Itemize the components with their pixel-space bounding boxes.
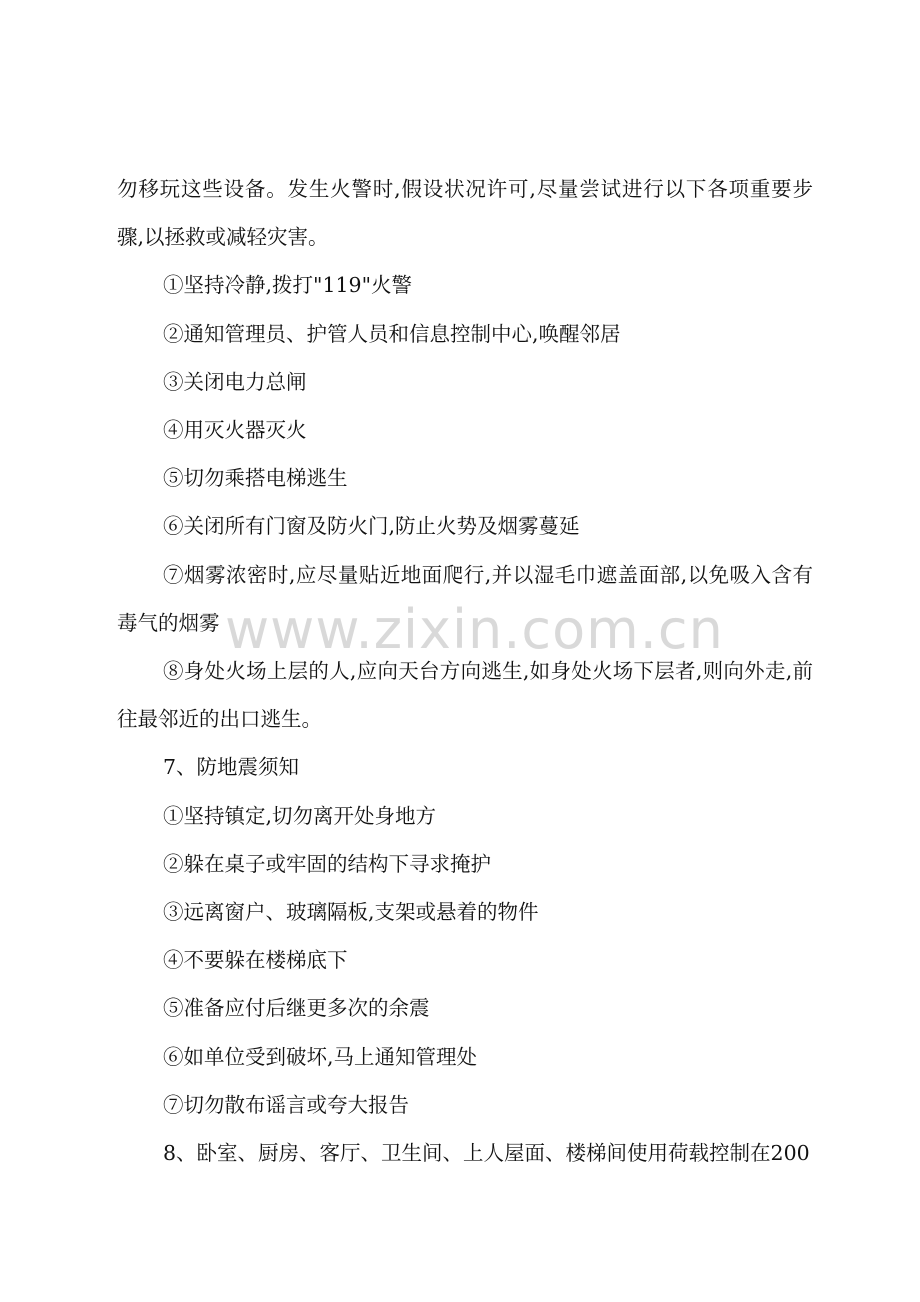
fire-step-7: ⑦烟雾浓密时,应尽量贴近地面爬行,并以湿毛巾遮盖面部,以免吸入含有毒气的烟雾 bbox=[117, 562, 813, 635]
earthquake-step-1: ①坚持镇定,切勿离开处身地方 bbox=[163, 803, 437, 828]
section-heading-earthquake: 7、防地震须知 bbox=[163, 755, 300, 780]
fire-step-6: ⑥关闭所有门窗及防火门,防止火势及烟雾蔓延 bbox=[163, 514, 580, 539]
document-body bbox=[117, 165, 813, 1177]
fire-step-8: ⑧身处火场上层的人,应向天台方向逃生,如身处火场下层者,则向外走,前往最邻近的出口逃生。 bbox=[117, 659, 813, 732]
earthquake-step-3: ③远离窗户、玻璃隔板,支架或悬着的物件 bbox=[163, 900, 539, 925]
paragraph-fire-intro: 勿移玩这些设备。发生火警时,假设状况许可,尽量尝试进行以下各项重要步骤,以拯救或减轻灾害。 bbox=[117, 177, 813, 250]
fire-step-2: ②通知管理员、护管人员和信息控制中心,唤醒邻居 bbox=[163, 321, 621, 346]
fire-step-1: ①坚持冷静,拨打"119"火警 bbox=[163, 273, 413, 298]
watermark: www.zixin.com.cn bbox=[225, 598, 724, 661]
earthquake-step-4: ④不要躲在楼梯底下 bbox=[163, 948, 348, 973]
fire-step-4: ④用灭火器灭火 bbox=[163, 418, 307, 443]
earthquake-step-5: ⑤准备应付后继更多次的余震 bbox=[163, 996, 430, 1021]
earthquake-step-7: ⑦切勿散布谣言或夸大报告 bbox=[163, 1092, 409, 1117]
earthquake-step-2: ②躲在桌子或牢固的结构下寻求掩护 bbox=[163, 851, 491, 876]
fire-step-3: ③关闭电力总闸 bbox=[163, 369, 307, 394]
section-heading-load-control: 8、卧室、厨房、客厅、卫生间、上人屋面、楼梯间使用荷载控制在200 bbox=[163, 1141, 810, 1166]
earthquake-step-6: ⑥如单位受到破坏,马上通知管理处 bbox=[163, 1044, 478, 1069]
fire-step-5: ⑤切勿乘搭电梯逃生 bbox=[163, 466, 348, 491]
